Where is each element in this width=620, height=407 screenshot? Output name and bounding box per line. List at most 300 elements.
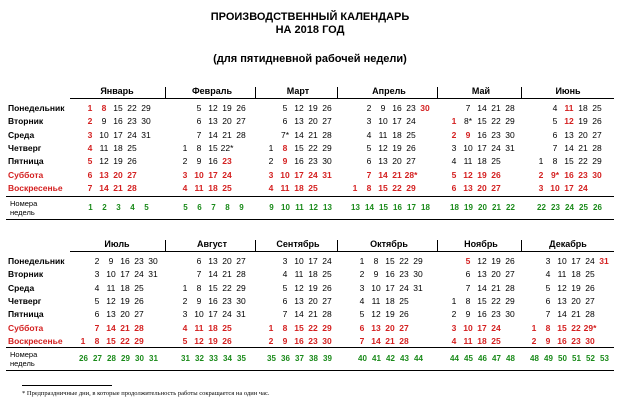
day-cell: 28: [236, 129, 246, 140]
day-cell: 4: [552, 103, 558, 113]
day-cell: 27: [236, 116, 246, 127]
week-number: 51: [572, 354, 581, 363]
day-cell: 3: [182, 169, 188, 180]
week-number: 31: [149, 354, 158, 363]
day-cell: 3: [451, 142, 457, 153]
day-cell: 27: [322, 116, 332, 127]
day-cell: 8: [282, 142, 288, 153]
week-number: 37: [295, 354, 304, 363]
day-cell: 3: [538, 182, 544, 193]
day-cell: 1: [538, 156, 544, 167]
day-cell: 26: [134, 295, 144, 306]
title-year: НА 2018 ГОД: [275, 24, 345, 36]
day-cell: 19: [571, 282, 581, 293]
week-number: 15: [379, 203, 388, 212]
day-cell: 12: [208, 103, 218, 113]
day-cell: 2: [451, 309, 457, 320]
day-cell: 26: [491, 169, 501, 180]
day-cell: 30: [322, 156, 332, 167]
week-number: 4: [130, 203, 135, 212]
day-cell: 27: [134, 309, 144, 320]
day-cell: 11: [371, 295, 381, 306]
month-separator: [337, 87, 338, 98]
day-cell: 25: [322, 269, 332, 280]
day-cell: 14: [371, 335, 381, 346]
day-cell: 1: [451, 295, 457, 306]
day-cell: 24: [308, 169, 318, 180]
day-cell: 11: [99, 142, 109, 153]
day-cell: 2: [268, 156, 274, 167]
day-cell: 1: [182, 142, 188, 153]
day-cell: 23: [399, 269, 409, 280]
day-cell: 31: [236, 309, 246, 320]
day-cell: 22: [120, 335, 130, 346]
day-cell: 9*: [550, 169, 560, 180]
day-cell: 5: [87, 156, 93, 167]
day-cell: 7: [196, 129, 202, 140]
day-cell: 21: [571, 309, 581, 320]
day-cell: 30: [585, 335, 595, 346]
day-cell: 24: [578, 182, 588, 193]
day-cell: 26: [127, 156, 137, 167]
day-cell: 23: [578, 169, 588, 180]
day-cell: 21: [120, 322, 130, 333]
week-number: 12: [309, 203, 318, 212]
day-cell: 15: [385, 256, 395, 266]
day-cell: 26: [585, 282, 595, 293]
day-cell: 6: [196, 116, 202, 127]
month-name: Октябрь: [370, 239, 408, 249]
day-cell: 20: [308, 116, 318, 127]
day-cell: 31: [505, 142, 515, 153]
day-cell: 19: [208, 335, 218, 346]
day-cell: 7: [87, 182, 93, 193]
week-number: 11: [295, 203, 304, 212]
day-cell: 27: [127, 169, 137, 180]
day-cell: 6: [196, 256, 202, 266]
day-cell: 30: [148, 256, 158, 266]
day-cell: 30: [505, 129, 515, 140]
month-name: Апрель: [372, 86, 406, 96]
day-cell: 10: [294, 256, 304, 266]
day-cell: 7: [282, 309, 288, 320]
day-cell: 15: [208, 282, 218, 293]
day-cell: 18: [578, 103, 588, 113]
day-cell: 17: [308, 256, 318, 266]
day-cell: 18: [308, 269, 318, 280]
day-cell: 5: [451, 169, 457, 180]
day-cell: 2: [182, 156, 188, 167]
day-cell: 23: [222, 156, 232, 167]
week-number: 2: [102, 203, 107, 212]
week-numbers-label: Номера: [10, 199, 38, 208]
day-cell: 10: [194, 309, 204, 320]
day-cell: 12: [294, 282, 304, 293]
day-cell: 3: [545, 256, 551, 266]
week-number: 35: [237, 354, 246, 363]
day-cell: 7: [94, 322, 100, 333]
day-cell: 20: [491, 269, 501, 280]
day-cell: 7: [359, 335, 365, 346]
day-cell: 14: [208, 129, 218, 140]
day-cell: 12: [477, 256, 487, 266]
day-label: Понедельник: [8, 103, 65, 113]
day-cell: 27: [585, 295, 595, 306]
day-cell: 3: [451, 322, 457, 333]
day-cell: 10: [99, 129, 109, 140]
day-cell: 31: [148, 269, 158, 280]
week-number: 39: [323, 354, 332, 363]
day-cell: 22: [571, 322, 581, 333]
day-cell: 10: [463, 142, 473, 153]
day-cell: 7: [465, 282, 471, 293]
week-numbers-band: [6, 196, 614, 220]
day-cell: 10: [371, 282, 381, 293]
day-cell: 12: [557, 282, 567, 293]
week-number: 46: [478, 354, 487, 363]
day-cell: 9: [282, 335, 288, 346]
day-cell: 21: [113, 182, 123, 193]
day-cell: 13: [557, 295, 567, 306]
week-numbers-band: [6, 347, 614, 371]
day-cell: 25: [585, 269, 595, 280]
day-cell: 20: [571, 295, 581, 306]
day-cell: 22: [308, 322, 318, 333]
week-number: 22: [506, 203, 515, 212]
day-cell: 12: [99, 156, 109, 167]
day-cell: 1: [268, 322, 274, 333]
day-cell: 18: [392, 129, 402, 140]
day-label: Воскресенье: [8, 182, 63, 193]
week-number: 3: [116, 203, 121, 212]
day-cell: 5: [465, 256, 471, 266]
day-cell: 5: [282, 282, 288, 293]
week-number: 26: [79, 354, 88, 363]
day-cell: 24: [134, 269, 144, 280]
month-name: Июнь: [555, 86, 581, 96]
day-cell: 13: [99, 169, 109, 180]
day-cell: 12: [463, 169, 473, 180]
day-cell: 14: [208, 269, 218, 280]
day-cell: 15: [564, 156, 574, 167]
day-cell: 22: [392, 182, 402, 193]
day-cell: 25: [592, 103, 602, 113]
day-cell: 8: [366, 182, 372, 193]
month-name: Май: [471, 86, 491, 96]
day-cell: 15: [378, 182, 388, 193]
day-cell: 20: [477, 182, 487, 193]
day-cell: 21: [222, 129, 232, 140]
day-cell: 9: [380, 103, 386, 113]
day-cell: 6: [545, 295, 551, 306]
day-cell: 31: [322, 169, 332, 180]
day-cell: 23: [127, 116, 137, 127]
week-number: 6: [197, 203, 202, 212]
week-number: 28: [107, 354, 116, 363]
day-cell: 11: [294, 269, 304, 280]
month-name: Декабрь: [549, 239, 587, 249]
week-number: 26: [593, 203, 602, 212]
day-cell: 3: [366, 116, 372, 127]
day-cell: 11: [194, 182, 204, 193]
day-cell: 29: [236, 282, 246, 293]
day-cell: 13: [463, 182, 473, 193]
day-cell: 20: [308, 295, 318, 306]
day-cell: 30: [505, 309, 515, 320]
day-cell: 3: [359, 282, 365, 293]
day-cell: 11: [280, 182, 290, 193]
day-cell: 5: [182, 335, 188, 346]
day-cell: 18: [208, 322, 218, 333]
day-cell: 8: [196, 282, 202, 293]
day-cell: 14: [106, 322, 116, 333]
day-cell: 29: [592, 156, 602, 167]
day-cell: 2: [87, 116, 93, 127]
day-cell: 12: [564, 116, 574, 127]
day-cell: 5: [552, 116, 558, 127]
footnote-divider: [22, 385, 112, 386]
day-cell: 19: [113, 156, 123, 167]
day-cell: 4: [451, 156, 457, 167]
week-number: 5: [183, 203, 188, 212]
day-cell: 6: [465, 269, 471, 280]
day-cell: 20: [392, 156, 402, 167]
day-cell: 27: [491, 182, 501, 193]
week-number: 34: [223, 354, 232, 363]
day-cell: 26: [505, 256, 515, 266]
day-cell: 29*: [583, 322, 597, 333]
day-cell: 12: [294, 103, 304, 113]
week-numbers-label: недель: [10, 359, 35, 368]
day-cell: 13: [106, 309, 116, 320]
day-cell: 7: [366, 169, 372, 180]
week-numbers-label: недель: [10, 208, 35, 217]
day-cell: 29: [505, 116, 515, 127]
day-cell: 4: [282, 269, 288, 280]
day-cell: 17: [392, 116, 402, 127]
day-cell: 24: [406, 116, 416, 127]
day-cell: 3: [268, 169, 274, 180]
day-cell: 9: [373, 269, 379, 280]
day-cell: 16: [477, 309, 487, 320]
day-cell: 17: [477, 142, 487, 153]
week-number: 19: [464, 203, 473, 212]
day-cell: 21: [308, 129, 318, 140]
day-cell: 4: [545, 269, 551, 280]
day-cell: 26: [399, 309, 409, 320]
month-name: Июль: [104, 239, 130, 249]
day-cell: 16: [120, 256, 130, 266]
day-cell: 25: [406, 129, 416, 140]
week-number: 35: [267, 354, 276, 363]
week-number: 40: [358, 354, 367, 363]
day-cell: 22: [399, 256, 409, 266]
day-label: Среда: [8, 129, 35, 140]
month-header-line: [70, 251, 614, 252]
day-cell: 23: [308, 156, 318, 167]
day-cell: 16: [294, 156, 304, 167]
day-cell: 23: [571, 335, 581, 346]
day-cell: 11: [378, 129, 388, 140]
week-number: 36: [281, 354, 290, 363]
day-cell: 14: [477, 282, 487, 293]
day-cell: 19: [385, 309, 395, 320]
day-cell: 10: [280, 169, 290, 180]
day-cell: 17: [294, 169, 304, 180]
day-cell: 22: [578, 156, 588, 167]
day-label: Понедельник: [8, 256, 65, 266]
day-cell: 9: [196, 295, 202, 306]
month-separator: [255, 87, 256, 98]
day-cell: 7: [465, 103, 471, 113]
day-cell: 9: [465, 129, 471, 140]
day-cell: 17: [564, 182, 574, 193]
day-label: Вторник: [8, 116, 44, 127]
day-cell: 7*: [280, 129, 290, 140]
day-cell: 28: [236, 269, 246, 280]
day-cell: 29: [505, 295, 515, 306]
day-cell: 28: [585, 309, 595, 320]
day-cell: 18: [208, 182, 218, 193]
day-cell: 14: [557, 309, 567, 320]
day-label: Пятница: [8, 309, 44, 320]
day-cell: 26: [222, 335, 232, 346]
day-cell: 2: [268, 335, 274, 346]
day-cell: 15: [113, 103, 123, 113]
day-cell: 28: [592, 142, 602, 153]
day-cell: 5: [94, 295, 100, 306]
day-cell: 16: [208, 156, 218, 167]
day-cell: 26: [322, 103, 332, 113]
month-name: Февраль: [192, 86, 232, 96]
day-cell: 24: [399, 282, 409, 293]
week-number: 32: [195, 354, 204, 363]
day-cell: 22: [491, 116, 501, 127]
day-cell: 29: [406, 182, 416, 193]
week-number: 10: [281, 203, 290, 212]
day-cell: 17: [477, 322, 487, 333]
week-number: 29: [121, 354, 130, 363]
month-separator: [255, 240, 256, 251]
day-cell: 14: [294, 309, 304, 320]
day-cell: 16: [477, 129, 487, 140]
day-cell: 4: [87, 142, 93, 153]
day-cell: 25: [491, 156, 501, 167]
day-label: Четверг: [8, 142, 42, 153]
day-cell: 9: [545, 335, 551, 346]
week-number: 22: [537, 203, 546, 212]
day-cell: 19: [120, 295, 130, 306]
month-separator: [165, 87, 166, 98]
day-cell: 28*: [404, 169, 418, 180]
day-cell: 13: [208, 116, 218, 127]
day-cell: 2: [182, 295, 188, 306]
month-separator: [337, 240, 338, 251]
month-name: Ноябрь: [464, 239, 498, 249]
day-cell: 15: [294, 322, 304, 333]
day-cell: 26: [592, 116, 602, 127]
day-cell: 18: [571, 269, 581, 280]
title: ПРОИЗВОДСТВЕННЫЙ КАЛЕНДАРЬ: [210, 11, 410, 23]
month-separator: [437, 240, 438, 251]
day-cell: 24: [222, 169, 232, 180]
week-numbers-label: Номера: [10, 350, 38, 359]
day-cell: 7: [552, 142, 558, 153]
week-number: 30: [135, 354, 144, 363]
day-cell: 13: [378, 156, 388, 167]
day-cell: 24: [222, 309, 232, 320]
day-cell: 1: [531, 322, 537, 333]
day-cell: 29: [134, 335, 144, 346]
day-cell: 26: [236, 103, 246, 113]
day-cell: 16: [294, 335, 304, 346]
day-cell: 10: [378, 116, 388, 127]
day-cell: 1: [87, 103, 93, 113]
day-label: Вторник: [8, 269, 44, 280]
day-cell: 24: [585, 256, 595, 266]
week-number: 14: [365, 203, 374, 212]
week-number: 48: [530, 354, 539, 363]
day-cell: 16: [564, 169, 574, 180]
day-cell: 20: [578, 129, 588, 140]
day-cell: 12: [106, 295, 116, 306]
day-cell: 30: [420, 103, 430, 113]
day-cell: 27: [236, 256, 246, 266]
day-label: Четверг: [8, 295, 42, 306]
week-number: 24: [565, 203, 574, 212]
day-cell: 6: [552, 129, 558, 140]
day-cell: 30: [141, 116, 151, 127]
day-cell: 4: [359, 295, 365, 306]
day-cell: 12: [378, 142, 388, 153]
day-cell: 13: [371, 322, 381, 333]
day-cell: 1: [80, 335, 86, 346]
day-cell: 4: [94, 282, 100, 293]
day-cell: 20: [385, 322, 395, 333]
day-cell: 1: [182, 282, 188, 293]
day-cell: 26: [322, 282, 332, 293]
week-number: 5: [144, 203, 149, 212]
day-cell: 9: [282, 156, 288, 167]
day-cell: 17: [208, 309, 218, 320]
week-number: 53: [600, 354, 609, 363]
day-cell: 16: [392, 103, 402, 113]
day-cell: 8: [465, 295, 471, 306]
day-cell: 21: [385, 335, 395, 346]
week-number: 42: [386, 354, 395, 363]
day-cell: 31: [413, 282, 423, 293]
day-cell: 3: [182, 309, 188, 320]
day-cell: 30: [592, 169, 602, 180]
day-cell: 24: [491, 322, 501, 333]
week-number: 33: [209, 354, 218, 363]
day-cell: 14: [378, 169, 388, 180]
week-number: 13: [351, 203, 360, 212]
day-cell: 27: [406, 156, 416, 167]
day-cell: 30: [322, 335, 332, 346]
day-cell: 1: [359, 256, 365, 266]
day-cell: 19: [477, 169, 487, 180]
footnote: * Предпраздничные дни, в которые продолжительность работы сокращается на один час.: [22, 390, 270, 397]
week-number: 16: [393, 203, 402, 212]
day-cell: 8: [552, 156, 558, 167]
week-number: 49: [544, 354, 553, 363]
day-cell: 28: [322, 309, 332, 320]
day-cell: 15: [477, 295, 487, 306]
day-cell: 23: [134, 256, 144, 266]
day-cell: 2: [538, 169, 544, 180]
day-cell: 20: [113, 169, 123, 180]
